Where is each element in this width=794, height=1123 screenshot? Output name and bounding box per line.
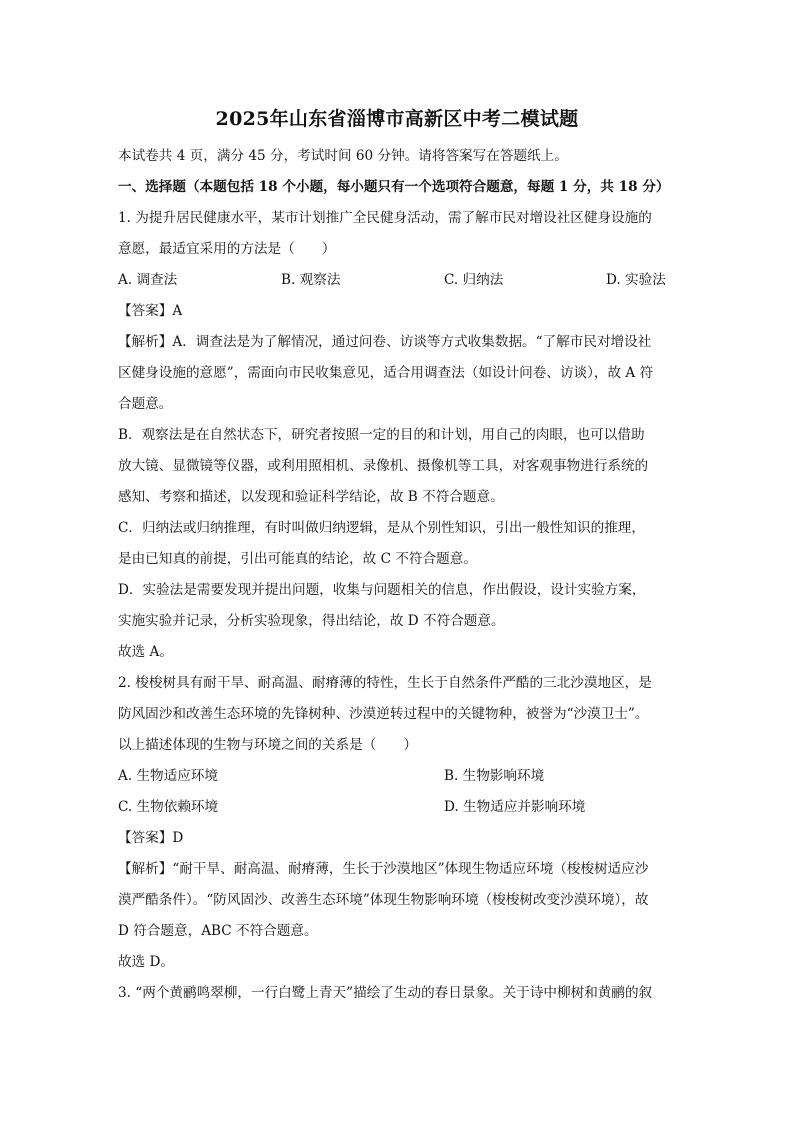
question-2-stem-line: 防风固沙和改善生态环境的先锋树种、沙漠逆转过程中的关键物种，被誉为“沙漠卫士”。 [118, 706, 649, 722]
analysis-line: 故选 D。 [118, 954, 175, 970]
question-2-stem-line: 以上描述体现的生物与环境之间的关系是（ ） [118, 737, 418, 753]
analysis-line: 漠严酷条件）。“防风固沙、改善生态环境”体现生物影响环境（梭梭树改变沙漠环境），故 [118, 892, 649, 908]
question-3-stem-line: 3. “两个黄鹂鸣翠柳，一行白鹭上青天”描绘了生动的春日景象。关于诗中柳树和黄鹂的叙 [118, 985, 653, 1001]
question-2-answer: 【答案】D [118, 830, 184, 846]
analysis-line: D 符合题意，ABC 不符合题意。 [118, 923, 318, 939]
question-1-answer: 【答案】A [118, 303, 183, 319]
analysis-line: 实施实验并记录，分析实验现象，得出结论，故 D 不符合题意。 [118, 613, 505, 629]
question-1-option-d: D. 实验法 [606, 272, 666, 288]
analysis-line: D．实验法是需要发现并提出问题，收集与问题相关的信息，作出假设，设计实验方案， [118, 582, 646, 598]
analysis-line: B．观察法是在自然状态下，研究者按照一定的目的和计划，用自己的肉眼，也可以借助 [118, 427, 645, 443]
question-1-stem-line: 1. 为提升居民健康水平，某市计划推广全民健身活动，需了解市民对增设社区健身设施的 [118, 210, 652, 226]
analysis-line: 区健身设施的意愿”，需面向市民收集意见，适合用调查法（如设计问卷、访谈），故 A 符 [118, 365, 654, 381]
exam-instructions: 本试卷共 4 页，满分 45 分，考试时间 60 分钟。请将答案写在答题纸上。 [118, 148, 568, 164]
question-2-stem-line: 2. 梭梭树具有耐干旱、耐高温、耐瘠薄的特性，生长于自然条件严酷的三北沙漠地区，是 [118, 675, 652, 691]
question-1-option-b: B. 观察法 [281, 272, 341, 288]
analysis-line: 合题意。 [118, 396, 173, 412]
analysis-line: 【解析】A．调查法是为了解情况，通过问卷、访谈等方式收集数据。“了解市民对增设社 [118, 334, 652, 350]
analysis-line: 【解析】“耐干旱、耐高温、耐瘠薄，生长于沙漠地区”体现生物适应环境（梭梭树适应沙 [118, 861, 649, 877]
page-title: 2025年山东省淄博市高新区中考二模试题 [215, 108, 579, 130]
section-heading: 一、选择题（本题包括 18 个小题，每小题只有一个选项符合题意，每题 1 分，共 18 分） [118, 179, 670, 195]
analysis-line: 是由已知真的前提，引出可能真的结论，故 C 不符合题意。 [118, 551, 477, 567]
analysis-line: C．归纳法或归纳推理，有时叫做归纳逻辑，是从个别性知识，引出一般性知识的推理， [118, 520, 645, 536]
analysis-line: 感知、考察和描述，以发现和验证科学结论，故 B 不符合题意。 [118, 489, 504, 505]
analysis-line: 放大镜、显微镜等仪器，或利用照相机、录像机、摄像机等工具，对客观事物进行系统的 [118, 458, 649, 474]
question-1-option-a: A. 调查法 [118, 272, 178, 288]
question-2-option-d: D. 生物适应并影响环境 [444, 799, 586, 815]
question-1-option-c: C. 归纳法 [444, 272, 504, 288]
question-2-option-b: B. 生物影响环境 [444, 768, 545, 784]
question-2-option-a: A. 生物适应环境 [118, 768, 219, 784]
question-1-stem-line: 意愿，最适宜采用的方法是（ ） [118, 241, 336, 257]
analysis-line: 故选 A。 [118, 644, 173, 660]
question-2-option-c: C. 生物依赖环境 [118, 799, 219, 815]
